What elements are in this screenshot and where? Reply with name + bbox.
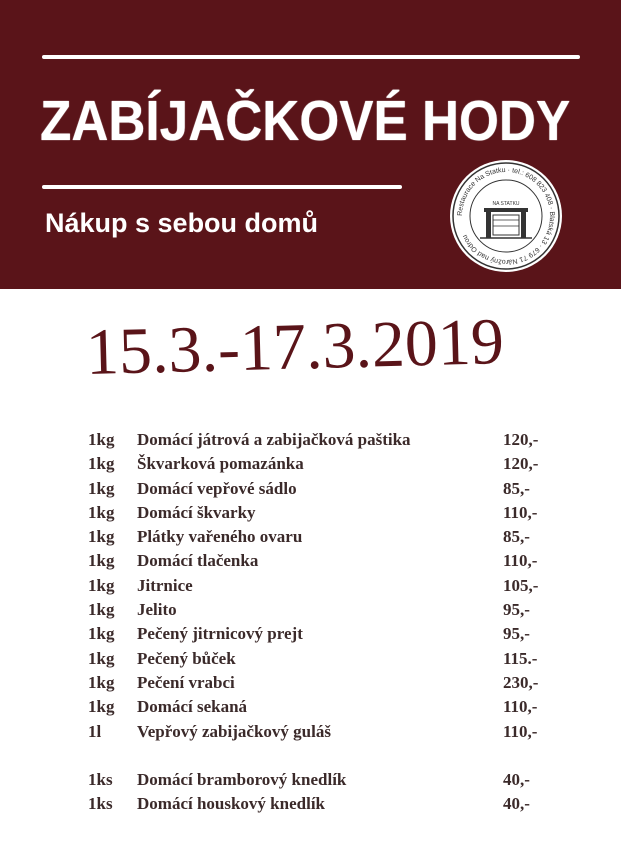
item-name: Plátky vařeného ovaru xyxy=(137,527,303,547)
item-price: 110,- xyxy=(503,502,538,522)
menu-item xyxy=(88,525,558,549)
item-price: 40,- xyxy=(503,794,530,814)
item-quantity: 1kg xyxy=(88,527,115,547)
item-name: Domácí houskový knedlík xyxy=(137,794,325,814)
item-quantity: 1kg xyxy=(88,454,115,474)
item-name: Domácí vepřové sádlo xyxy=(137,478,297,498)
page-title: ZABÍJAČKOVÉ HODY xyxy=(40,89,571,153)
item-price: 105,- xyxy=(503,575,539,595)
item-quantity: 1kg xyxy=(88,502,115,522)
item-price: 120,- xyxy=(503,430,539,449)
menu-item xyxy=(88,428,558,452)
item-price: 230,- xyxy=(503,672,539,692)
item-name: Škvarková pomazánka xyxy=(137,454,304,474)
item-quantity: 1ks xyxy=(88,769,113,789)
item-name: Jelito xyxy=(137,600,177,620)
item-quantity: 1kg xyxy=(88,478,115,498)
item-quantity: 1kg xyxy=(88,575,115,595)
stamp-center-text: NA STATKU xyxy=(492,201,520,207)
item-name: Pečený jitrnicový prejt xyxy=(137,624,303,644)
menu-item xyxy=(88,452,558,476)
header-banner xyxy=(0,0,621,289)
item-price: 110,- xyxy=(503,721,538,741)
item-name: Vepřový zabijačkový guláš xyxy=(137,721,331,741)
item-price: 110,- xyxy=(503,697,538,717)
item-name: Domácí bramborový knedlík xyxy=(137,769,347,789)
restaurant-stamp-logo xyxy=(450,160,562,272)
item-quantity: 1l xyxy=(88,721,102,741)
menu-item xyxy=(88,720,558,744)
menu-item xyxy=(88,671,558,695)
item-quantity: 1kg xyxy=(88,551,115,571)
item-name: Pečený bůček xyxy=(137,648,236,668)
top-divider xyxy=(42,55,580,59)
menu-item xyxy=(88,501,558,525)
menu-item xyxy=(88,695,558,719)
event-date: 15.3.-17.3.2019 xyxy=(85,305,505,389)
item-quantity: 1kg xyxy=(88,697,115,717)
menu-item xyxy=(88,477,558,501)
item-quantity: 1kg xyxy=(88,430,115,449)
menu-item xyxy=(88,647,558,671)
menu-item xyxy=(88,574,558,598)
item-price: 85,- xyxy=(503,527,530,547)
item-price: 110,- xyxy=(503,551,538,571)
menu-item xyxy=(88,598,558,622)
item-price: 120,- xyxy=(503,454,539,474)
item-price: 40,- xyxy=(503,769,530,789)
item-quantity: 1ks xyxy=(88,794,113,814)
item-name: Domácí sekaná xyxy=(137,697,248,717)
item-name: Domácí tlačenka xyxy=(137,551,259,571)
farm-gate-icon xyxy=(450,160,562,272)
item-name: Pečení vrabci xyxy=(137,672,235,692)
item-name: Domácí škvarky xyxy=(137,502,256,522)
menu-item xyxy=(88,768,558,792)
section-gap xyxy=(88,744,558,768)
item-quantity: 1kg xyxy=(88,600,115,620)
menu-item xyxy=(88,792,558,816)
menu-item xyxy=(88,549,558,573)
item-price: 115.- xyxy=(503,648,538,668)
middle-divider xyxy=(42,185,402,189)
item-price: 95,- xyxy=(503,624,530,644)
page-subtitle: Nákup s sebou domů xyxy=(45,208,319,238)
stamp-ring-text: Restaurace Na Statku · tel.: 608 823 408 · Blatská 13 · 679 71 Nárožný nad Odrou xyxy=(456,166,556,266)
item-name: Jitrnice xyxy=(137,575,193,595)
item-quantity: 1kg xyxy=(88,648,115,668)
item-price: 95,- xyxy=(503,600,530,620)
item-quantity: 1kg xyxy=(88,624,115,644)
price-list xyxy=(88,428,558,816)
item-name: Domácí játrová a zabijačková paštika xyxy=(137,430,411,449)
item-price: 85,- xyxy=(503,478,530,498)
item-quantity: 1kg xyxy=(88,672,115,692)
menu-item xyxy=(88,622,558,646)
